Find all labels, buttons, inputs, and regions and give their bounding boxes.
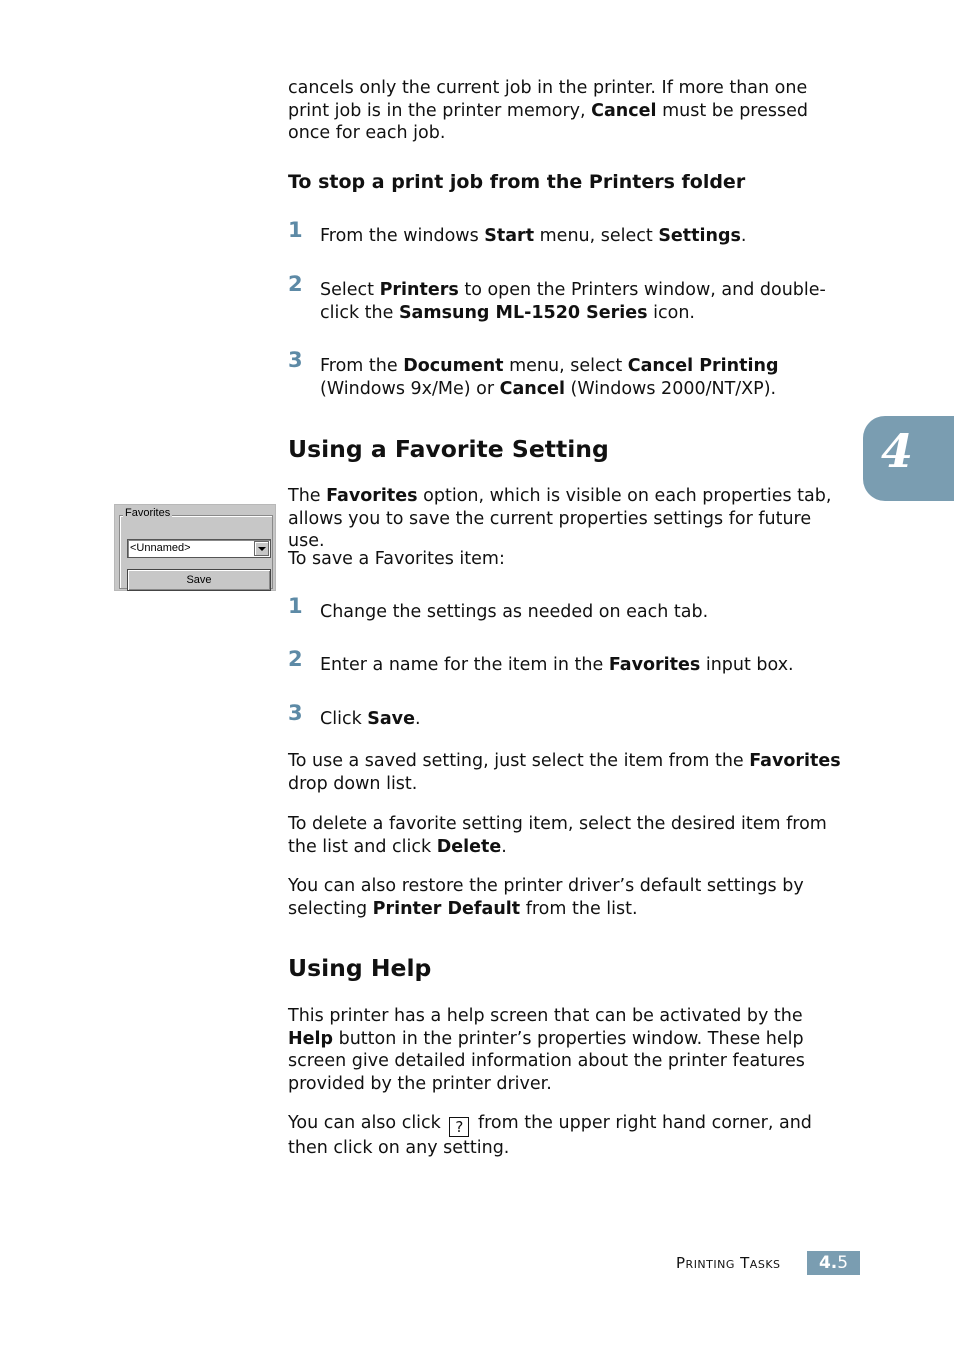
step-number: 3: [288, 348, 303, 372]
favorites-dropdown[interactable]: [127, 539, 271, 558]
favorites-legend: Favorites: [125, 507, 171, 519]
chapter-tab: [863, 416, 954, 501]
step-text: Enter a name for the item in the Favorites input box.: [320, 655, 794, 675]
page-number-badge: 4.5: [807, 1251, 860, 1275]
favorites-save-button[interactable]: Save: [127, 569, 271, 591]
step-item: [288, 348, 848, 401]
help-question-icon: ?: [449, 1117, 469, 1137]
footer-chapter-title: Printing Tasks: [676, 1254, 781, 1272]
favorites-save-intro: To save a Favorites item:: [288, 549, 505, 569]
favorites-use-paragraph: To use a saved setting, just select the item from the Favorites drop down list.: [288, 751, 841, 794]
favorites-group: [119, 515, 273, 589]
favorites-intro-paragraph: The Favorites option, which is visible on each properties tab, allows you to save the current properties settings for future use.: [288, 486, 832, 551]
favorites-restore-paragraph: You can also restore the printer driver’s default settings by selecting Printer Default from the list.: [288, 876, 804, 919]
favorites-delete-paragraph: To delete a favorite setting item, select the desired item from the list and click Delete.: [288, 814, 827, 857]
chapter-number: 4: [881, 424, 914, 478]
section-heading-stop-print: To stop a print job from the Printers folder: [288, 171, 746, 193]
step-item: [288, 218, 848, 248]
step-number: 3: [288, 701, 303, 725]
step-number: 2: [288, 272, 303, 296]
step-text: Click Save.: [320, 709, 421, 729]
step-item: [288, 647, 848, 677]
step-number: 1: [288, 594, 303, 618]
step-item: [288, 701, 848, 731]
intro-paragraph: cancels only the current job in the printer. If more than one print job is in the printer memory, Cancel must be pressed once for each job.: [288, 78, 808, 143]
dropdown-arrow-icon[interactable]: [254, 541, 269, 556]
step-number: 1: [288, 218, 303, 242]
step-item: [288, 594, 848, 624]
favorites-panel: [114, 504, 276, 591]
step-text: From the windows Start menu, select Settings.: [320, 226, 747, 246]
step-text: Select Printers to open the Printers window, and double-click the Samsung ML-1520 Series icon.: [320, 280, 826, 323]
section-heading-help: Using Help: [288, 954, 432, 982]
favorites-selected-value: <Unnamed>: [130, 542, 191, 554]
help-intro-paragraph: This printer has a help screen that can be activated by the Help button in the printer’s properties window. These help screen give detailed information about the printer features provided by the printer driver.: [288, 1006, 805, 1094]
step-text: From the Document menu, select Cancel Printing (Windows 9x/Me) or Cancel (Windows 2000/NT/XP).: [320, 356, 779, 399]
help-click-paragraph: You can also click ? from the upper right hand corner, and then click on any setting.: [288, 1113, 812, 1158]
step-number: 2: [288, 647, 303, 671]
step-item: [288, 272, 848, 325]
section-heading-favorite: Using a Favorite Setting: [288, 435, 609, 463]
step-text: Change the settings as needed on each tab.: [320, 602, 709, 622]
